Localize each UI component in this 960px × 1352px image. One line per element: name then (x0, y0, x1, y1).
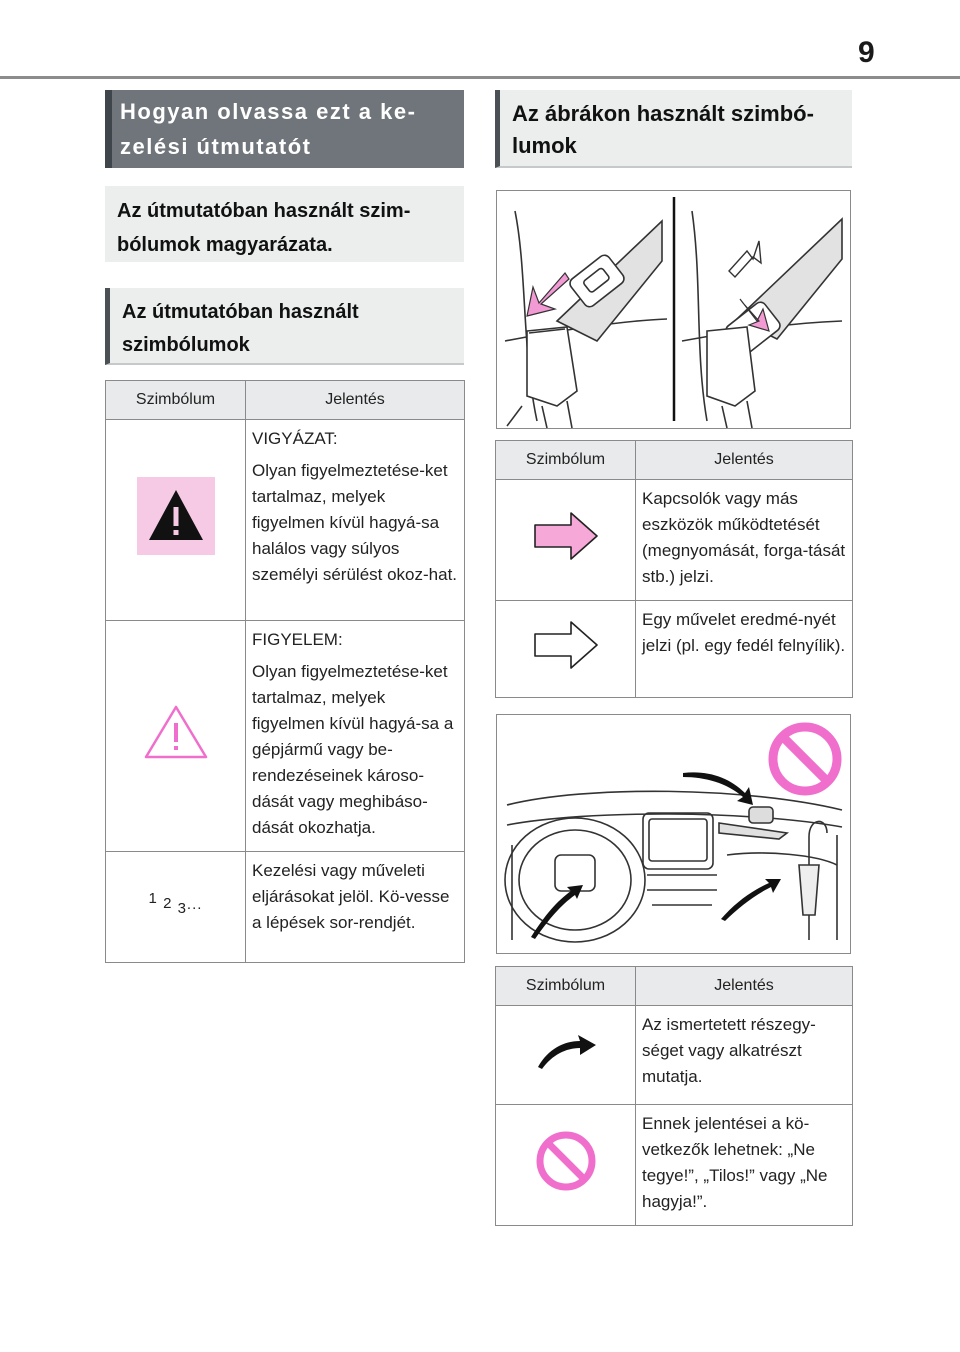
top-rule (0, 76, 960, 79)
symbol-cell (106, 852, 246, 963)
table-row (106, 852, 465, 963)
umbrella (799, 821, 827, 940)
table-row (496, 601, 853, 698)
column-header-symbol: Szimbólum (496, 967, 636, 1006)
step-numbers-icon (106, 890, 245, 920)
table-header-row (496, 967, 853, 1006)
caution-title: VIGYÁZAT: (252, 429, 338, 448)
result-arrow-text: Egy művelet eredmé-nyét jelzi (pl. egy fedél felnyílik). (642, 610, 846, 655)
step-number: 2 (163, 895, 173, 912)
pointer-arrow-text: Az ismertetett részegy-séget vagy alkatrészt mutatja. (642, 1015, 816, 1086)
seatbelt-drawing (497, 191, 850, 428)
steps-text: Kezelési vagy műveleti eljárásokat jelöl. Kö-vesse a lépések sor-rendjét. (252, 861, 450, 932)
table-row (496, 480, 853, 601)
action-arrow-text: Kapcsolók vagy más eszközök működtetését (megnyomását, forga-tását stb.) jelzi. (642, 489, 846, 586)
dashboard-drawing (497, 715, 850, 953)
caution-text: Olyan figyelmeztetése-ket tartalmaz, melyek figyelmen kívül hagyá-sa halálos vagy súlyos személyi sérülést okoz-hat. (252, 461, 458, 584)
meaning-cell (636, 1006, 853, 1105)
meaning-cell (636, 1105, 853, 1226)
symbol-cell (106, 621, 246, 852)
manual-symbols-table (105, 380, 465, 963)
symbol-cell (106, 420, 246, 621)
column-header-symbol: Szimbólum (496, 441, 636, 480)
meaning-cell (636, 601, 853, 698)
figure-marks-table (495, 966, 853, 1226)
seatbelt-illustration (496, 190, 851, 429)
prohibition-icon (535, 1130, 597, 1192)
intro-text: Az útmutatóban használt szim-bólumok magyarázata. (105, 186, 464, 262)
figure-arrows-table (495, 440, 853, 698)
figure-symbols-heading: Az ábrákon használt szimbó-lumok (495, 90, 852, 168)
pink-action-arrow-icon (533, 511, 599, 561)
symbol-cell (496, 601, 636, 698)
result-arrow-icon (533, 620, 599, 670)
symbol-cell (496, 1006, 636, 1105)
column-header-meaning: Jelentés (636, 967, 853, 1006)
dashboard-illustration (496, 714, 851, 954)
notice-text: Olyan figyelmeztetése-ket tartalmaz, melyek figyelmen kívül hagyá-sa a gépjármű vagy be-rendezéseinek károso-dását vagy meghibáso-dását okozhatja. (252, 662, 454, 837)
meaning-cell (636, 480, 853, 601)
table-header-row (496, 441, 853, 480)
notice-title: FIGYELEM: (252, 630, 343, 649)
table-row (496, 1105, 853, 1226)
column-header-symbol: Szimbólum (106, 381, 246, 420)
column-header-meaning: Jelentés (636, 441, 853, 480)
prohibition-sign-in-illustration (773, 727, 837, 791)
main-heading: Hogyan olvassa ezt a ke-zelési útmutatót (105, 90, 464, 168)
symbols-subheading: Az útmutatóban használt szimbólumok (105, 288, 464, 365)
warning-outline-icon (143, 704, 209, 760)
meaning-cell (246, 852, 465, 963)
symbol-cell (496, 1105, 636, 1226)
step-ellipsis: ... (186, 896, 203, 913)
prohibition-text: Ennek jelentései a kö-vetkezők lehetnek: „Ne tegye!”, „Tilos!” vagy „Ne hagyja!”. (642, 1114, 828, 1211)
page-number: 9 (858, 36, 875, 69)
table-header-row (106, 381, 465, 420)
warning-filled-icon (137, 477, 215, 555)
curved-pointer-arrow-icon (534, 1031, 598, 1071)
symbol-cell (496, 480, 636, 601)
meaning-cell (246, 621, 465, 852)
column-header-meaning: Jelentés (246, 381, 465, 420)
table-row (496, 1006, 853, 1105)
table-row (106, 420, 465, 621)
meaning-cell (246, 420, 465, 621)
table-row (106, 621, 465, 852)
step-number: 1 (148, 890, 158, 907)
step-number: 3 (177, 900, 187, 917)
